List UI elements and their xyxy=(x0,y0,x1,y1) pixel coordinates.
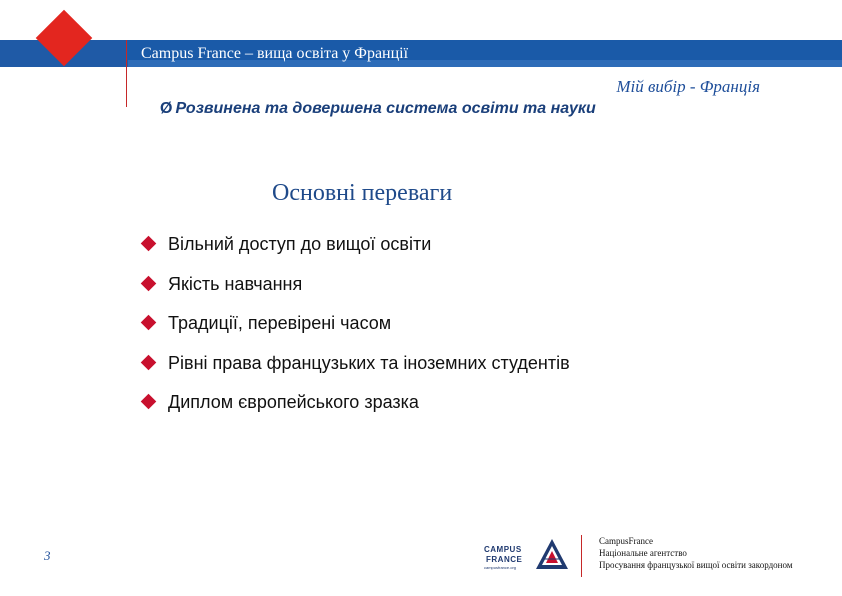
list-item xyxy=(140,272,570,312)
header-divider xyxy=(126,40,127,107)
headline-text: Розвинена та довершена система освіти та науки xyxy=(175,100,596,117)
bullet-text: Вільний доступ до вищої освіти xyxy=(168,234,432,254)
bullet-text: Традиції, перевірені часом xyxy=(168,313,392,333)
list-item xyxy=(140,232,570,272)
diamond-bullet-icon xyxy=(141,275,157,291)
diamond-bullet-icon xyxy=(141,394,157,410)
footer-info xyxy=(599,535,793,571)
arrow-bullet-icon: Ø xyxy=(160,100,173,117)
advantages-list xyxy=(140,232,570,430)
logo-text-campus: CAMPUS xyxy=(484,545,522,554)
bullet-text: Якість навчання xyxy=(168,273,303,294)
header-title: Campus France – вища освіта у Франції xyxy=(141,45,409,62)
bullet-text: Диплом європейського зразка xyxy=(168,392,419,412)
slide-subtitle: Мій вибір - Франція xyxy=(616,77,760,96)
footer-line: CampusFrance xyxy=(599,536,653,546)
diamond-bullet-icon xyxy=(141,354,157,370)
list-item xyxy=(140,351,570,391)
diamond-bullet-icon xyxy=(141,236,157,252)
footer-line: Національне агентство xyxy=(599,548,687,558)
footer-line: Просування французької вищої освіти закордоном xyxy=(599,560,793,570)
section-title: Основні переваги xyxy=(272,180,453,206)
headline xyxy=(160,100,596,118)
footer-divider xyxy=(581,535,582,577)
pyramid-logo-icon xyxy=(534,537,570,571)
campus-france-logo xyxy=(484,537,580,581)
page-number: 3 xyxy=(44,548,51,563)
logo-text-france: FRANCE xyxy=(486,555,523,564)
list-item xyxy=(140,311,570,351)
diamond-bullet-icon xyxy=(141,315,157,331)
list-item xyxy=(140,390,570,430)
logo-url: campusfrance.org xyxy=(484,565,517,570)
bullet-text: Рівні права французьких та іноземних студентів xyxy=(168,352,570,373)
